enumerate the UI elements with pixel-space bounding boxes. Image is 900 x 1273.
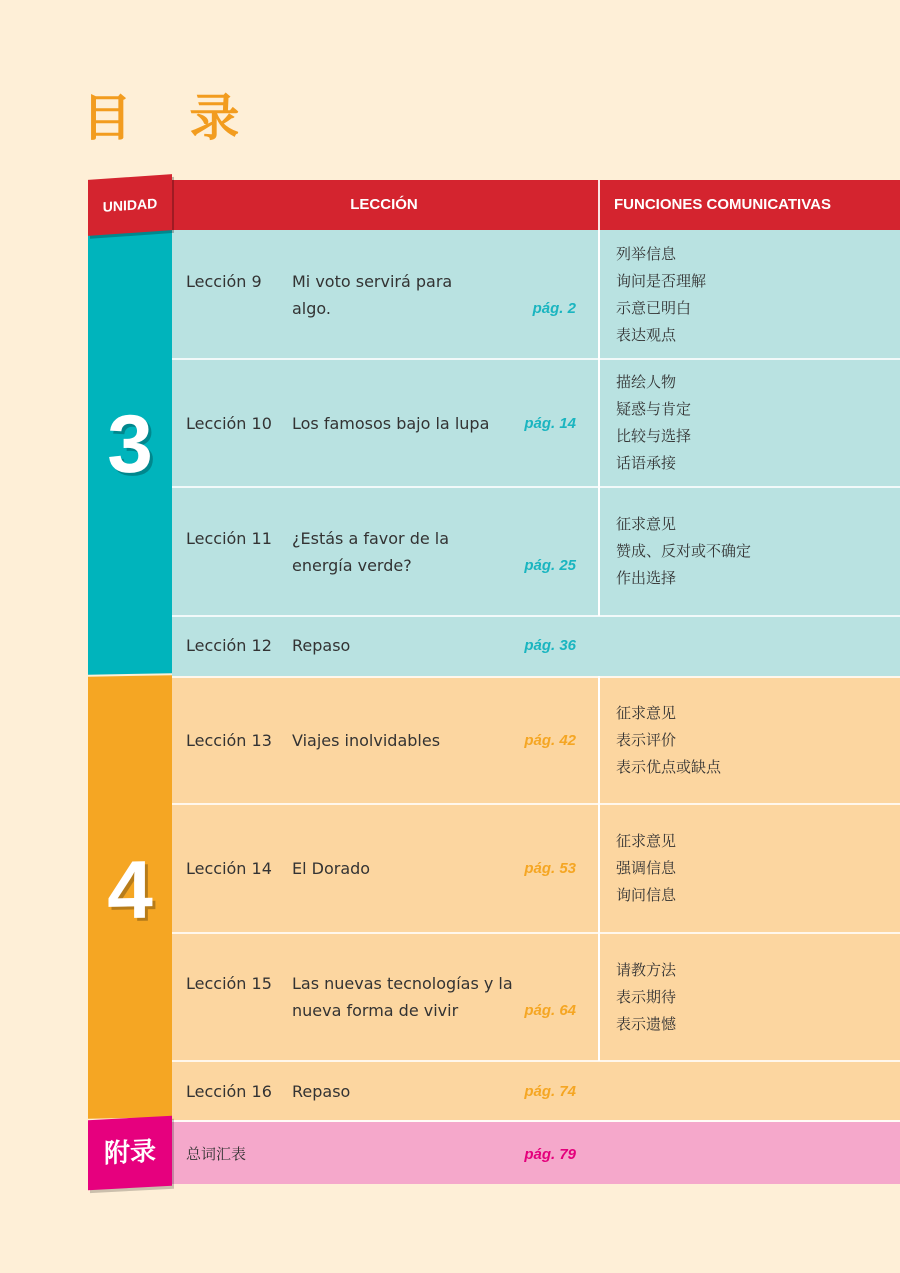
function-list	[616, 241, 706, 349]
function-item: 询问信息	[616, 886, 677, 904]
lesson-number: Lección 13	[186, 731, 272, 750]
appendix-page-reference: pág. 79	[524, 1146, 576, 1163]
function-item: 作出选择	[616, 569, 677, 587]
function-item: 示意已明白	[616, 299, 692, 317]
row-divider	[172, 1120, 900, 1122]
page-reference: pág. 42	[524, 732, 576, 749]
function-item: 疑惑与肯定	[616, 400, 692, 418]
lesson-title: Mi voto servirá para algo.	[292, 272, 453, 318]
lesson-number: Lección 9	[186, 272, 262, 291]
lesson-column-header: LECCIÓN	[350, 196, 418, 213]
page-title: 目 录	[82, 89, 260, 147]
unit-3-tab	[88, 227, 172, 674]
row-divider	[172, 1060, 900, 1062]
function-list	[616, 957, 676, 1038]
lesson-title: Repaso	[292, 1082, 351, 1101]
row-divider	[172, 803, 900, 805]
column-divider	[598, 230, 600, 616]
function-item: 表示遗憾	[616, 1015, 677, 1033]
lesson-title: Las nuevas tecnologías y la nueva forma de vivir	[292, 974, 513, 1020]
functions-column-header: FUNCIONES COMUNICATIVAS	[614, 196, 831, 213]
function-list	[616, 828, 676, 909]
function-item: 询问是否理解	[616, 272, 707, 290]
function-item: 征求意见	[616, 515, 677, 533]
lesson-number: Lección 11	[186, 529, 272, 548]
lesson-title: El Dorado	[292, 859, 371, 878]
function-item: 征求意见	[616, 704, 677, 722]
unit-3-number: 3	[107, 398, 153, 491]
lesson-number: Lección 12	[186, 636, 272, 655]
lesson-number: Lección 16	[186, 1082, 272, 1101]
lesson-number: Lección 10	[186, 414, 272, 433]
lesson-number: Lección 15	[186, 974, 272, 993]
column-divider	[598, 676, 600, 1061]
page-reference: pág. 25	[524, 557, 576, 574]
page-reference: pág. 74	[524, 1083, 576, 1100]
function-item: 表达观点	[616, 326, 677, 344]
appendix-title: 总词汇表	[186, 1145, 247, 1163]
header-divider	[598, 180, 600, 230]
function-item: 赞成、反对或不确定	[616, 542, 752, 560]
unit-header-tag: UNIDAD	[88, 174, 172, 236]
function-list	[616, 700, 721, 781]
row-divider	[172, 358, 900, 360]
page-reference: pág. 53	[524, 860, 576, 877]
function-item: 征求意见	[616, 832, 677, 850]
function-item: 列举信息	[616, 245, 677, 263]
page-reference: pág. 36	[524, 637, 576, 654]
lesson-number: Lección 14	[186, 859, 272, 878]
function-list	[616, 369, 691, 477]
function-item: 话语承接	[616, 454, 677, 472]
appendix-tag: 附录	[88, 1116, 172, 1190]
page-reference: pág. 64	[524, 1002, 576, 1019]
function-item: 强调信息	[616, 859, 677, 877]
lesson-title: Repaso	[292, 636, 351, 655]
row-divider	[172, 486, 900, 488]
function-item: 表示期待	[616, 988, 677, 1006]
row-divider	[172, 932, 900, 934]
lesson-title: Viajes inolvidables	[292, 731, 441, 750]
function-item: 表示优点或缺点	[616, 758, 722, 776]
unit-4-number: 4	[107, 844, 153, 937]
function-item: 比较与选择	[616, 427, 692, 445]
lesson-title: ¿Estás a favor de la energía verde?	[292, 529, 450, 575]
function-item: 表示评价	[616, 731, 677, 749]
page-reference: pág. 2	[532, 300, 576, 317]
function-item: 请教方法	[616, 961, 677, 979]
function-item: 描绘人物	[616, 373, 677, 391]
page-reference: pág. 14	[524, 415, 576, 432]
row-divider	[172, 615, 900, 617]
row-divider	[172, 676, 900, 678]
lesson-title: Los famosos bajo la lupa	[292, 414, 490, 433]
unit-4-tab	[88, 675, 172, 1118]
function-list	[616, 511, 751, 592]
